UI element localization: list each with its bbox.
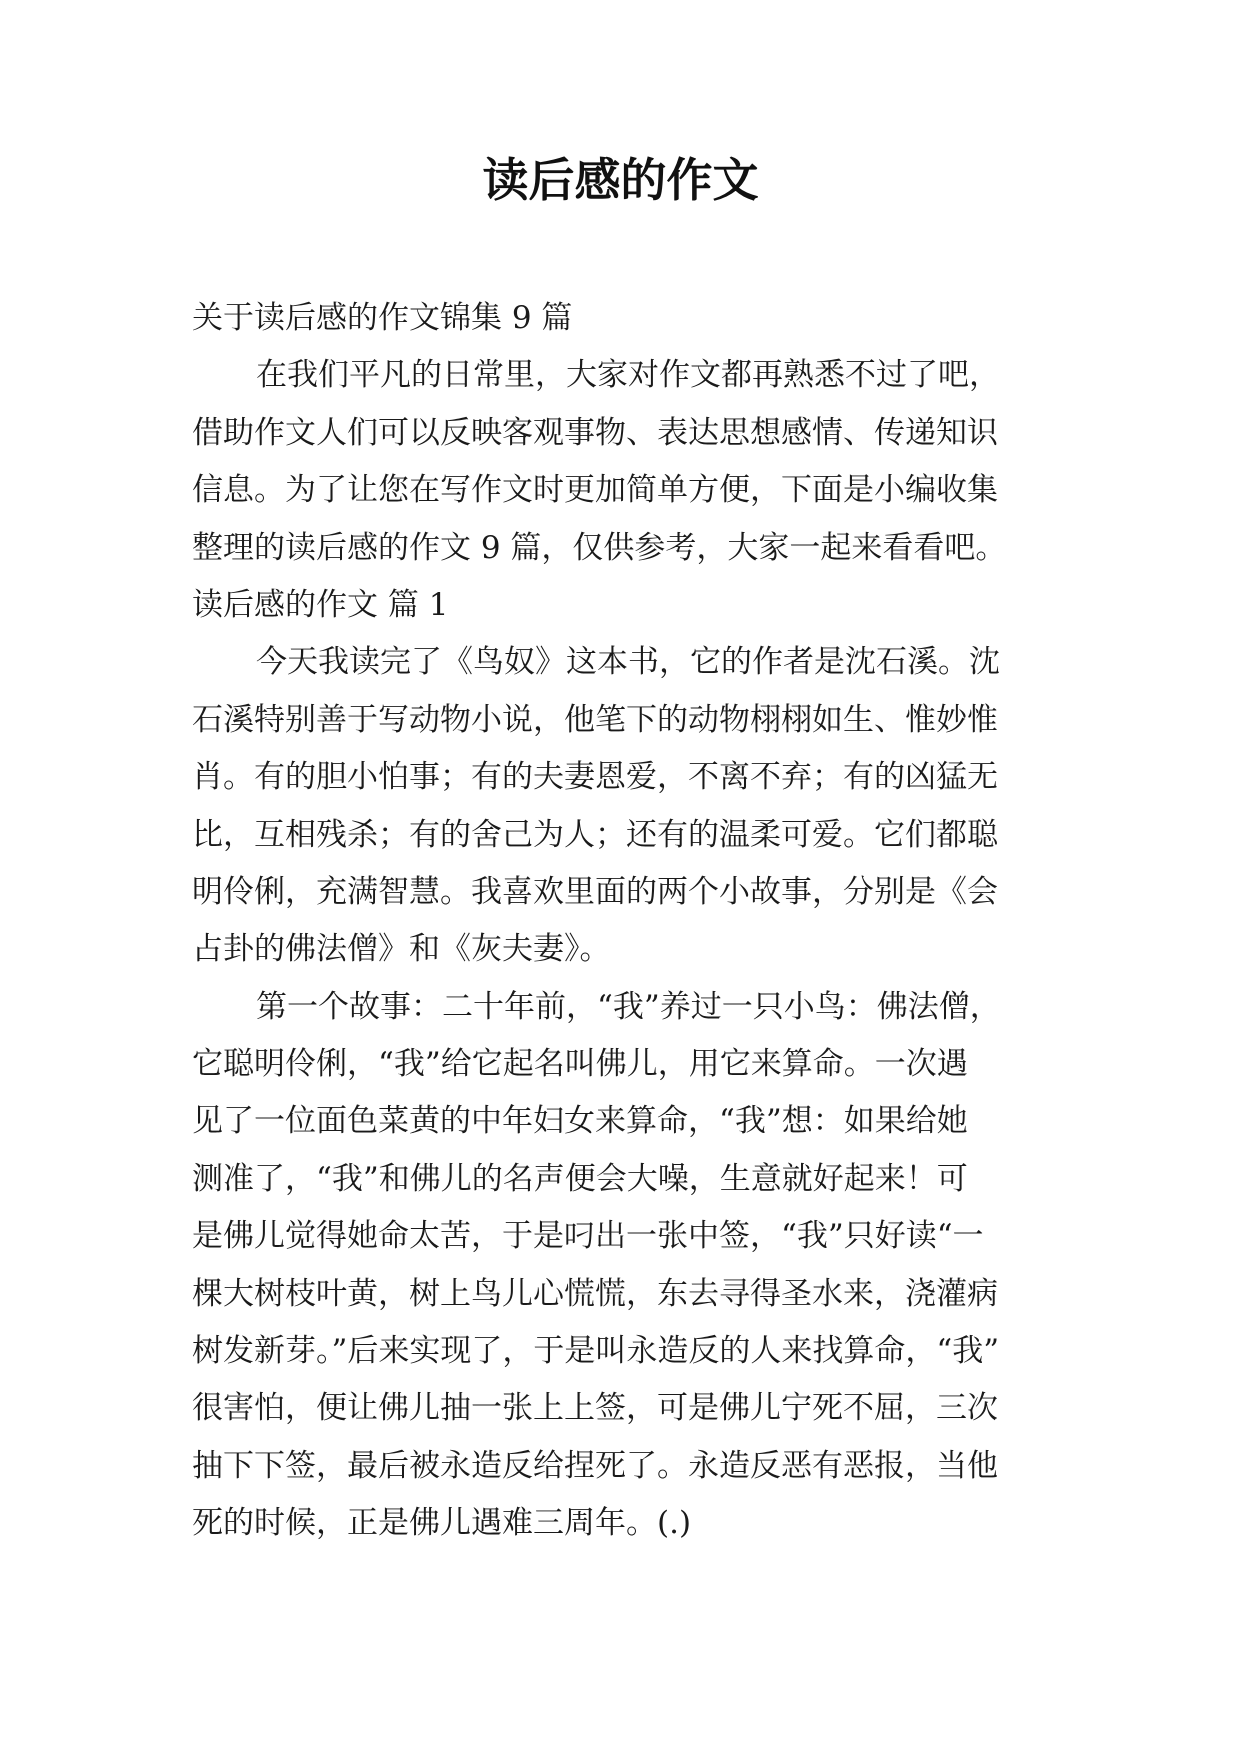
text-line: 占卦的佛法僧》和《灰夫妻》。 xyxy=(192,931,611,968)
text-line: 第一个故事：二十年前，“我”养过一只小鸟：佛法僧， xyxy=(256,988,1001,1025)
text-line: 见了一位面色菜黄的中年妇女来算命，“我”想：如果给她 xyxy=(192,1103,968,1140)
text-line: 肖。有的胆小怕事；有的夫妻恩爱，不离不弃；有的凶猛无 xyxy=(192,759,998,796)
text-line: 信息。为了让您在写作文时更加简单方便，下面是小编收集 xyxy=(192,472,998,509)
text-line: 比，互相残杀；有的舍己为人；还有的温柔可爱。它们都聪 xyxy=(192,816,998,853)
page-title: 读后感的作文 xyxy=(482,153,759,207)
text-line: 树发新芽。”后来实现了，于是叫永造反的人来找算命，“我” xyxy=(192,1333,1000,1370)
text-line: 借助作文人们可以反映客观事物、表达思想感情、传递知识 xyxy=(192,414,998,451)
text-line: 抽下下签，最后被永造反给捏死了。永造反恶有恶报，当他 xyxy=(192,1447,998,1484)
text-line: 读后感的作文 篇 1 xyxy=(192,586,449,623)
text-line: 它聪明伶俐，“我”给它起名叫佛儿，用它来算命。一次遇 xyxy=(192,1046,968,1083)
text-line: 死的时候，正是佛儿遇难三周年。(.) xyxy=(192,1505,692,1542)
text-line: 测准了，“我”和佛儿的名声便会大噪，生意就好起来！可 xyxy=(192,1160,968,1197)
text-line: 整理的读后感的作文 9 篇，仅供参考，大家一起来看看吧。 xyxy=(192,529,1007,566)
text-line: 是佛儿觉得她命太苦，于是叼出一张中签，“我”只好读“一 xyxy=(192,1218,984,1255)
text-line: 棵大树枝叶黄，树上鸟儿心慌慌，东去寻得圣水来，浇灌病 xyxy=(192,1275,998,1312)
text-line: 在我们平凡的日常里，大家对作文都再熟悉不过了吧， xyxy=(256,357,1000,394)
document-body xyxy=(192,290,1072,1553)
text-line: 很害怕，便让佛儿抽一张上上签，可是佛儿宁死不屈，三次 xyxy=(192,1390,998,1427)
text-line: 明伶俐，充满智慧。我喜欢里面的两个小故事，分别是《会 xyxy=(192,873,998,910)
text-line: 今天我读完了《鸟奴》这本书，它的作者是沈石溪。沈 xyxy=(256,644,1000,681)
text-line: 关于读后感的作文锦集 9 篇 xyxy=(192,300,573,336)
text-line: 石溪特别善于写动物小说，他笔下的动物栩栩如生、惟妙惟 xyxy=(192,701,998,738)
